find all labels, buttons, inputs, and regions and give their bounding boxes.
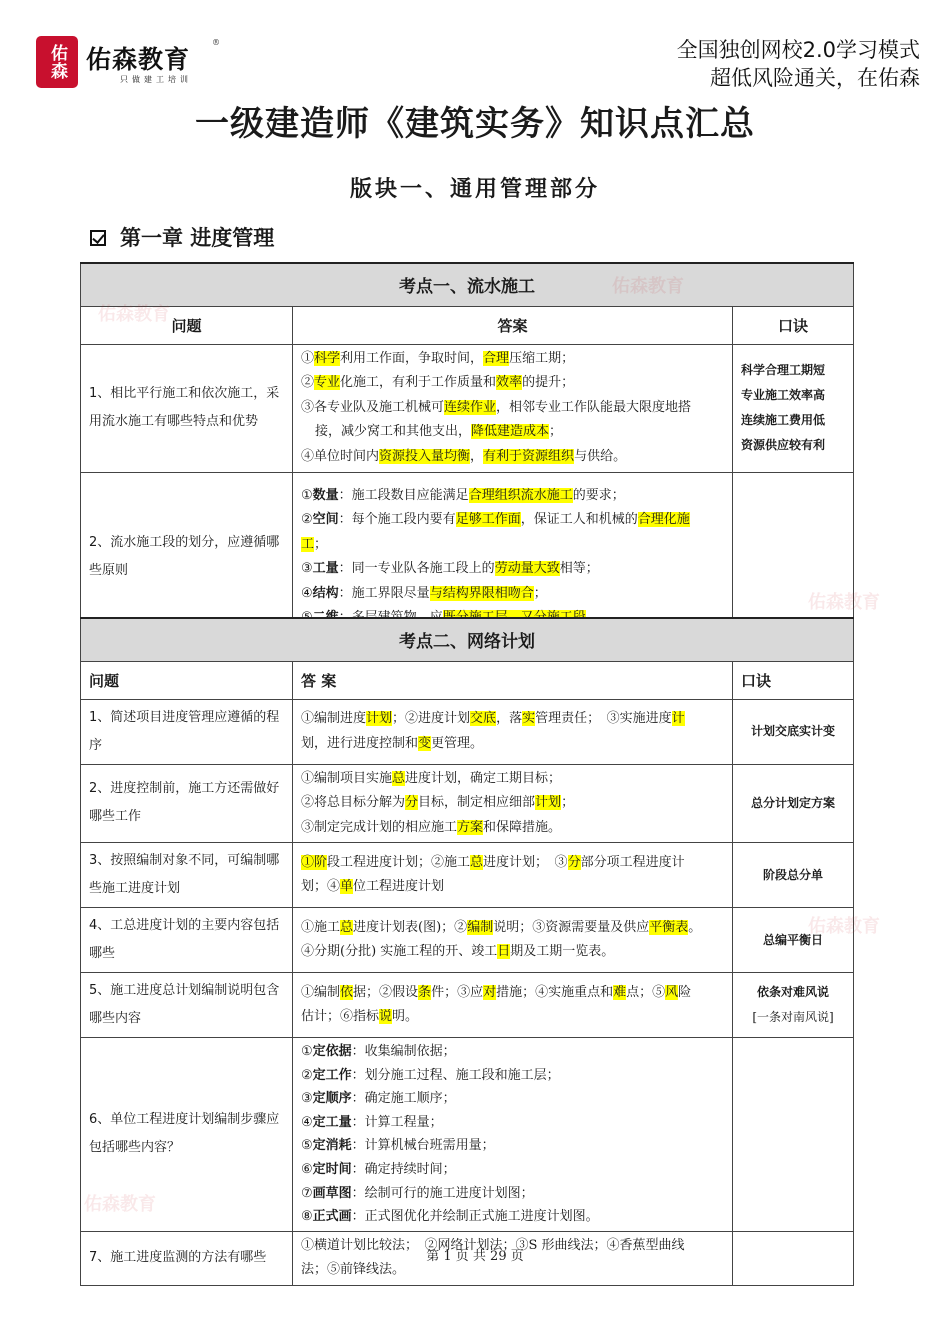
column-header-question: 问题 <box>81 306 293 344</box>
question-cell: 1、相比平行施工和依次施工，采用流水施工有哪些特点和优势 <box>81 344 293 472</box>
watermark: 佑森教育 <box>84 1194 156 1215</box>
answer-cell: ①横道计划比较法； ②网络计划法；③S 形曲线法；④香蕉型曲线 法；⑤前锋线法。 <box>293 1231 733 1285</box>
brand-logo <box>36 36 220 88</box>
table-row <box>81 908 854 973</box>
knowledge-table-1 <box>80 262 854 643</box>
mnemonic-text: 依条对难风说 <box>757 985 830 999</box>
logo-seal: 佑森 <box>36 36 78 88</box>
answer-cell: ①编制依据；②假设条件；③应对措施；④实施重点和难点；⑤风险 估计；⑥指标说明。 <box>293 973 733 1038</box>
question-cell: 7、施工进度监测的方法有哪些 <box>81 1231 293 1285</box>
chapter-title: 第一章 进度管理 <box>120 226 275 250</box>
answer-cell: ①施工总进度计划表(图)；②编制说明；③资源需要量及供应平衡表。 ④分期(分批) 实施工程的开、竣工日期及工期一览表。 <box>293 908 733 973</box>
question-cell: 2、流水施工段的划分，应遵循哪些原则 <box>81 472 293 642</box>
column-header-mnemonic: 口诀 <box>733 661 854 699</box>
question-cell: 3、按照编制对象不同，可编制哪些施工进度计划 <box>81 843 293 908</box>
column-header-question: 问题 <box>81 661 293 699</box>
logo-tagline: 只做建工培训 <box>120 75 192 84</box>
logo-name: 佑森教育 <box>86 45 191 74</box>
answer-cell: ①阶段工程进度计划；②施工总进度计划； ③分部分项工程进度计 划；④单位工程进度计划 <box>293 843 733 908</box>
question-cell: 2、进度控制前，施工方还需做好哪些工作 <box>81 764 293 843</box>
mnemonic-cell <box>733 1038 854 1232</box>
page-header <box>0 0 950 100</box>
mnemonic-cell <box>733 973 854 1038</box>
table-title-row <box>81 263 854 306</box>
slogan-line-2: 超低风险通关，在佑森 <box>710 66 920 90</box>
mnemonic-cell: 总分计划定方案 <box>733 764 854 843</box>
table-row <box>81 973 854 1038</box>
table-row <box>81 699 854 764</box>
column-header-answer: 答案 <box>293 306 733 344</box>
table-row <box>81 843 854 908</box>
section-title: 版块一、通用管理部分 <box>349 176 600 202</box>
mnemonic-cell: 计划交底实计变 <box>733 699 854 764</box>
answer-cell: ①定依据：收集编制依据； ②定工作：划分施工过程、施工段和施工层； ③定顺序：确定施工顺序； ④定工量：计算工程量； ⑤定消耗：计算机械台班需用量； ⑥定时间：确定持续时间； ⑦画草图：绘制可行的施工进度计划图； ⑧正式画：正式图优化并绘制正式施工进度计划图。 <box>293 1038 733 1232</box>
question-cell: 4、工总进度计划的主要内容包括哪些 <box>81 908 293 973</box>
slogan-line-1: 全国独创网校2.0学习模式 <box>676 38 920 62</box>
table-header-row <box>81 306 854 344</box>
answer-cell: ①编制项目实施总进度计划，确定工期目标； ②将总目标分解为分目标，制定相应细部计划； ③制定完成计划的相应施工方案和保障措施。 <box>293 764 733 843</box>
watermark: 佑森教育 <box>808 916 880 937</box>
table-row <box>81 344 854 472</box>
question-cell: 1、简述项目进度管理应遵循的程序 <box>81 699 293 764</box>
question-cell: 6、单位工程进度计划编制步骤应包括哪些内容？ <box>81 1038 293 1232</box>
mnemonic-cell: 总编平衡日 <box>733 908 854 973</box>
table-row <box>81 1038 854 1232</box>
knowledge-table-2 <box>80 617 854 1286</box>
knowledge-point-title: 考点二、网络计划 <box>81 618 854 661</box>
checkbox-icon <box>90 230 106 246</box>
mnemonic-note: [一条对南风说] <box>752 1010 834 1024</box>
answer-cell: ①科学利用工作面，争取时间，合理压缩工期； ②专业化施工，有利于工作质量和效率的提升； ③各专业队及施工机械可连续作业，相邻专业工作队能最大限度地搭 接，减少窝工和其他支出，降低建造成本； ④单位时间内资源投入量均衡，有利于资源组织与供给。 <box>293 344 733 472</box>
chapter-heading <box>90 222 274 252</box>
document-title: 一级建造师《建筑实务》知识点汇总 <box>195 104 755 144</box>
answer-cell: ①编制进度计划；②进度计划交底，落实管理责任； ③实施进度计 划，进行进度控制和变更管理。 <box>293 699 733 764</box>
knowledge-point-title: 考点一、流水施工 <box>81 263 854 306</box>
mnemonic-cell: 科学合理工期短 专业施工效率高 连续施工费用低 资源供应较有利 <box>733 344 854 472</box>
watermark: 佑森教育 <box>808 592 880 613</box>
question-cell: 5、施工进度总计划编制说明包含哪些内容 <box>81 973 293 1038</box>
answer-cell: ①数量：施工段数目应能满足合理组织流水施工的要求； ②空间：每个施工段内要有足够工作面，保证工人和机械的合理化施 工； ③工量：同一专业队各施工段上的劳动量大致相等； ④结构：施工界限尽量与结构界限相吻合； <box>293 472 733 642</box>
table-header-row <box>81 661 854 699</box>
table-title-row <box>81 618 854 661</box>
mnemonic-cell: 阶段总分单 <box>733 843 854 908</box>
slogan <box>677 36 920 92</box>
column-header-answer: 答 案 <box>293 661 733 699</box>
page-footer: 第 1 页 共 29 页 <box>426 1249 524 1264</box>
column-header-mnemonic: 口诀 <box>733 306 854 344</box>
registered-mark: ® <box>212 38 220 47</box>
table-row <box>81 764 854 843</box>
watermark: 佑森教育 <box>98 304 170 325</box>
